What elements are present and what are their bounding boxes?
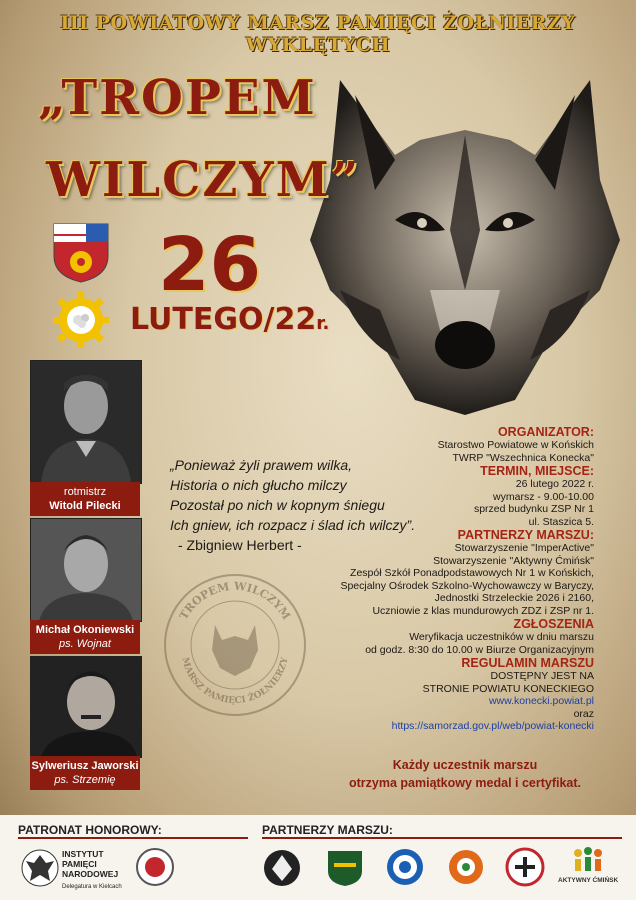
caption-okoniewski	[30, 620, 140, 654]
signup-line: Weryfikacja uczestników w dniu marszu	[409, 631, 594, 643]
quote-line: Ich gniew, ich rozpacz i ślad ich wilczy”.	[170, 517, 416, 533]
gear-emblem-icon	[48, 290, 114, 350]
school-round-logo-icon	[385, 847, 425, 887]
portrait-pilecki-image	[31, 361, 141, 483]
stamp-text-bottom: MARSZ PAMIĘCI ŻOŁNIERZY	[179, 656, 291, 707]
reward-line: otrzyma pamiątkowy medal i certyfikat.	[348, 776, 582, 790]
eagle-emblem-icon	[20, 845, 60, 891]
participant-reward	[330, 756, 600, 792]
event-info	[284, 425, 594, 733]
partners-heading: PARTNERZY MARSZU:	[457, 528, 594, 542]
patronage-heading: PATRONAT HONOROWY:	[18, 823, 162, 837]
partners-line: Uczniowie z klas mundurowych ZDZ i ZSP nr 1.	[372, 604, 594, 617]
title-line-1: „TROPEM	[38, 70, 317, 126]
date-month-text: LUTEGO/22	[130, 302, 317, 337]
caption-okoniewski-name: Michał Okoniewski	[35, 624, 135, 636]
gear-school-logo-icon	[445, 845, 487, 889]
caption-jaworski-pseudonym: ps. Strzemię	[54, 774, 116, 786]
caption-pilecki-name: Witold Pilecki	[49, 500, 121, 512]
caption-jaworski-name: Sylweriusz Jaworski	[31, 760, 139, 772]
when-heading: TERMIN, MIEJSCE:	[480, 464, 594, 478]
portrait-jaworski	[30, 656, 142, 758]
patronage-divider	[18, 837, 248, 839]
signup-line: od godz. 8:30 do 10.00 w Biurze Organizacyjnym	[365, 643, 594, 656]
quote-author: - Zbigniew Herbert -	[178, 537, 302, 553]
partners-footer-heading: PARTNERZY MARSZU:	[262, 823, 393, 837]
when-line: 26 lutego 2022 r.	[515, 478, 594, 490]
partners-line: Specjalny Ośrodek Szkolno-Wychowawczy w Baryczy,	[340, 579, 594, 592]
quote-line: Pozostał po nich w kopnym śniegu	[170, 497, 385, 513]
reward-line: Każdy uczestnik marszu	[392, 758, 538, 772]
date-day: 26	[158, 222, 261, 308]
imperactive-logo-icon	[505, 847, 545, 887]
caption-pilecki-rank: rotmistrz	[63, 486, 107, 498]
or-text: oraz	[573, 707, 594, 720]
ipn-logo-text	[62, 849, 122, 892]
organizer-line: TWRP "Wszechnica Konecka"	[452, 451, 594, 464]
when-line: sprzed budynku ZSP Nr 1	[473, 503, 594, 515]
caption-pilecki	[30, 482, 140, 516]
aktywny-cminsk-label: AKTYWNY ĆMIŃSK	[558, 877, 619, 884]
date-month	[130, 302, 329, 337]
county-website-link[interactable]: www.konecki.powiat.pl	[488, 695, 594, 707]
rules-line: STRONIE POWIATU KONECKIEGO	[422, 682, 594, 695]
ipn-line: PAMIĘCI	[62, 859, 97, 869]
caption-okoniewski-pseudonym: ps. Wojnat	[59, 638, 111, 650]
partners-line: Jednostki Strzeleckie 2026 i 2160,	[434, 592, 594, 604]
ipn-line: NARODOWEJ	[62, 869, 119, 879]
stamp-text-top: TROPEM WILCZYM	[177, 579, 293, 622]
rules-heading: REGULAMIN MARSZU	[461, 656, 594, 670]
portrait-okoniewski	[30, 518, 142, 622]
quote-line: „Ponieważ żyli prawem wilka,	[170, 457, 353, 473]
when-line: wymarsz - 9.00-10.00	[493, 490, 594, 503]
date-year-suffix: r.	[316, 313, 330, 334]
organizer-line: Starostwo Powiatowe w Końskich	[437, 439, 594, 451]
wot-logo-icon	[262, 845, 302, 891]
wolf-head-illustration	[300, 60, 630, 420]
partners-line: Stowarzyszenie "ImperActive"	[454, 542, 594, 554]
portrait-pilecki	[30, 360, 142, 484]
county-coat-of-arms-icon	[52, 222, 110, 284]
portrait-jaworski-image	[31, 657, 141, 757]
portrait-okoniewski-image	[31, 519, 141, 621]
quote-line: Historia o nich głucho milczy	[170, 477, 347, 493]
strzelec-shield-icon	[326, 849, 364, 887]
partners-divider	[262, 837, 622, 839]
partners-line: Stowarzyszenie "Aktywny Ćmińsk"	[433, 554, 594, 567]
march-series-title: III POWIATOWY MARSZ PAMIĘCI ŻOŁNIERZY WYKLĘTYCH	[60, 12, 576, 56]
ipn-line: INSTYTUT	[62, 849, 104, 859]
signup-heading: ZGŁOSZENIA	[513, 617, 594, 631]
caption-jaworski	[30, 756, 140, 790]
rules-line: DOSTĘPNY JEST NA	[490, 670, 594, 682]
samorzad-link[interactable]: https://samorzad.gov.pl/web/powiat-konecki	[391, 720, 594, 732]
partners-line: Zespół Szkół Ponadpodstawowych Nr 1 w Końskich,	[350, 567, 594, 579]
ipn-sub: Delegatura w Kielcach	[62, 884, 122, 890]
aktywny-cminsk-logo-icon	[568, 845, 608, 875]
seal-logo-icon	[135, 847, 175, 887]
title-line-2: WILCZYM”	[46, 152, 361, 208]
footer-logos	[0, 815, 636, 900]
when-line: ul. Staszica 5.	[528, 515, 594, 528]
organizer-heading: ORGANIZATOR:	[497, 425, 594, 439]
